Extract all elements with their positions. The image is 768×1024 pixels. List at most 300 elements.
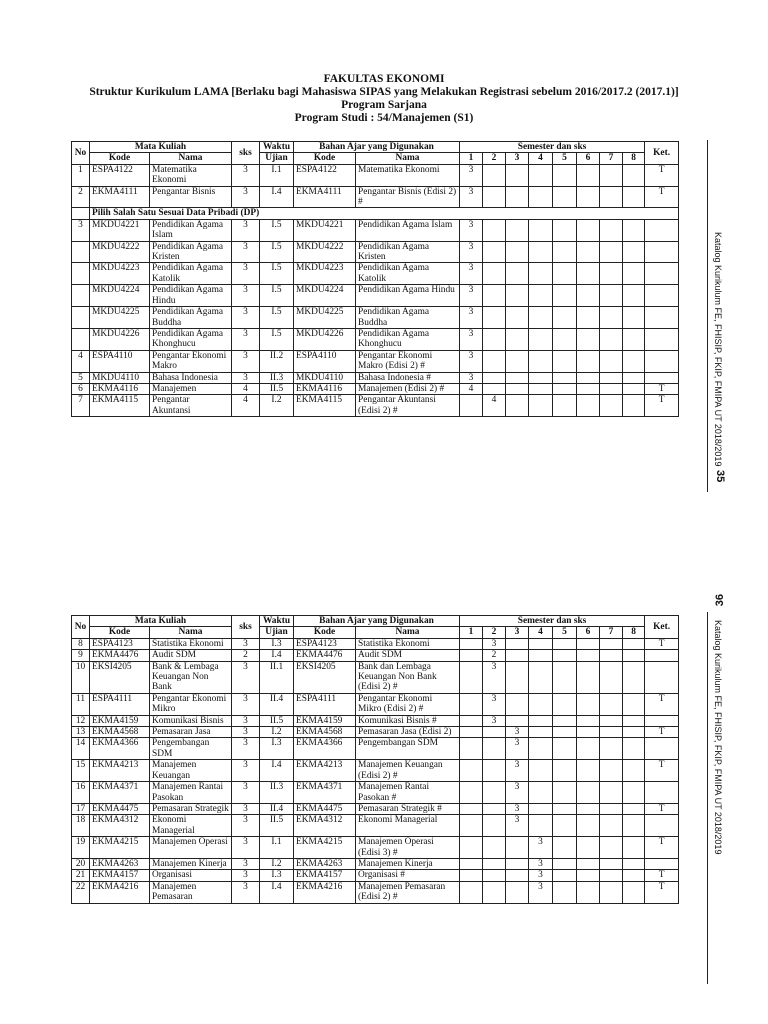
cell-ket: T bbox=[645, 727, 679, 738]
cell-waktu: II.5 bbox=[260, 383, 294, 394]
table-row bbox=[72, 650, 679, 661]
cell-no: 4 bbox=[72, 350, 90, 372]
cell-nama: Bahasa Indonesia bbox=[150, 372, 232, 383]
cell-sks: 3 bbox=[232, 715, 260, 726]
cell-semester-8 bbox=[623, 241, 645, 263]
table-row bbox=[72, 661, 679, 693]
cell-semester-5 bbox=[553, 285, 577, 307]
cell-semester-3 bbox=[506, 241, 529, 263]
col-header-semester-3: 3 bbox=[506, 627, 529, 638]
cell-bahan-kode: EKMA4216 bbox=[294, 881, 356, 903]
cell-waktu: I.4 bbox=[260, 881, 294, 903]
cell-semester-8 bbox=[623, 164, 645, 186]
table-row bbox=[72, 219, 679, 241]
cell-semester-8 bbox=[623, 815, 645, 837]
cell-semester-8 bbox=[623, 858, 645, 869]
cell-sks: 2 bbox=[232, 650, 260, 661]
cell-semester-5 bbox=[553, 661, 577, 693]
cell-semester-7 bbox=[600, 241, 623, 263]
cell-semester-7 bbox=[600, 815, 623, 837]
cell-bahan-kode: EKMA4157 bbox=[294, 870, 356, 881]
cell-semester-4 bbox=[529, 164, 553, 186]
cell-bahan-nama: Manajemen Kinerja bbox=[356, 858, 460, 869]
cell-sks: 3 bbox=[232, 738, 260, 760]
cell-semester-2: 3 bbox=[483, 715, 506, 726]
cell-bahan-kode: EKMA4475 bbox=[294, 803, 356, 814]
cell-waktu: I.5 bbox=[260, 307, 294, 329]
cell-kode: ESPA4111 bbox=[90, 693, 150, 715]
cell-waktu: I.2 bbox=[260, 727, 294, 738]
cell-semester-4: 3 bbox=[529, 858, 553, 869]
cell-semester-8 bbox=[623, 870, 645, 881]
cell-semester-5 bbox=[553, 164, 577, 186]
cell-ket: T bbox=[645, 186, 679, 208]
cell-semester-4 bbox=[529, 285, 553, 307]
cell-semester-2 bbox=[483, 383, 506, 394]
cell-empty bbox=[72, 208, 90, 219]
cell-nama: Pendidikan Agama Khonghucu bbox=[150, 328, 232, 350]
cell-semester-7 bbox=[600, 328, 623, 350]
cell-semester-7 bbox=[600, 219, 623, 241]
table-row bbox=[72, 815, 679, 837]
page-number-35: 35 bbox=[714, 470, 726, 483]
table-row bbox=[72, 782, 679, 804]
cell-semester-8 bbox=[623, 837, 645, 859]
col-header-ujian: Ujian bbox=[260, 153, 294, 164]
cell-semester-5 bbox=[553, 350, 577, 372]
table-row bbox=[72, 350, 679, 372]
table-row bbox=[72, 638, 679, 649]
cell-semester-5 bbox=[553, 219, 577, 241]
cell-semester-5 bbox=[553, 263, 577, 285]
cell-bahan-kode: EKMA4263 bbox=[294, 858, 356, 869]
cell-semester-8 bbox=[623, 881, 645, 903]
cell-semester-1: 3 bbox=[460, 350, 483, 372]
cell-semester-3 bbox=[506, 693, 529, 715]
table-row bbox=[72, 328, 679, 350]
cell-semester-1 bbox=[460, 661, 483, 693]
cell-semester-3: 3 bbox=[506, 738, 529, 760]
cell-semester-1 bbox=[460, 760, 483, 782]
cell-semester-8 bbox=[623, 372, 645, 383]
cell-ket bbox=[645, 715, 679, 726]
cell-no: 11 bbox=[72, 693, 90, 715]
cell-kode: EKMA4116 bbox=[90, 383, 150, 394]
cell-semester-5 bbox=[553, 738, 577, 760]
cell-waktu: II.2 bbox=[260, 350, 294, 372]
col-header-ujian: Ujian bbox=[260, 627, 294, 638]
cell-semester-6 bbox=[577, 738, 600, 760]
cell-semester-2 bbox=[483, 858, 506, 869]
cell-nama: Pengantar Ekonomi Mikro bbox=[150, 693, 232, 715]
cell-semester-2 bbox=[483, 164, 506, 186]
col-header-semester-4: 4 bbox=[529, 153, 553, 164]
cell-semester-6 bbox=[577, 837, 600, 859]
cell-waktu: I.3 bbox=[260, 738, 294, 760]
col-header-bahan-ajar: Bahan Ajar yang Digunakan bbox=[294, 142, 460, 153]
cell-semester-2 bbox=[483, 372, 506, 383]
cell-semester-5 bbox=[553, 715, 577, 726]
cell-semester-8 bbox=[623, 219, 645, 241]
cell-bahan-kode: MKDU4225 bbox=[294, 307, 356, 329]
cell-semester-5 bbox=[553, 760, 577, 782]
cell-sks: 4 bbox=[232, 383, 260, 394]
cell-semester-8 bbox=[623, 738, 645, 760]
table-row bbox=[72, 263, 679, 285]
cell-semester-4 bbox=[529, 350, 553, 372]
table-row bbox=[72, 186, 679, 208]
col-header-mata-kuliah: Mata Kuliah bbox=[90, 616, 232, 627]
cell-sks: 3 bbox=[232, 803, 260, 814]
cell-no: 6 bbox=[72, 383, 90, 394]
cell-semester-2 bbox=[483, 782, 506, 804]
col-header-semester-1: 1 bbox=[460, 153, 483, 164]
cell-no: 5 bbox=[72, 372, 90, 383]
col-header-semester-7: 7 bbox=[600, 153, 623, 164]
col-header-sks: sks bbox=[232, 142, 260, 165]
cell-semester-1: 3 bbox=[460, 307, 483, 329]
cell-bahan-nama: Pengembangan SDM bbox=[356, 738, 460, 760]
cell-semester-3: 3 bbox=[506, 815, 529, 837]
cell-kode: ESPA4123 bbox=[90, 638, 150, 649]
cell-semester-4: 3 bbox=[529, 870, 553, 881]
cell-sks: 3 bbox=[232, 858, 260, 869]
cell-ket: T bbox=[645, 383, 679, 394]
cell-semester-1 bbox=[460, 881, 483, 903]
cell-no: 9 bbox=[72, 650, 90, 661]
col-header-semester-8: 8 bbox=[623, 153, 645, 164]
cell-nama: Pengantar Bisnis bbox=[150, 186, 232, 208]
cell-kode: MKDU4224 bbox=[90, 285, 150, 307]
cell-semester-2 bbox=[483, 727, 506, 738]
cell-semester-6 bbox=[577, 661, 600, 693]
cell-semester-4 bbox=[529, 815, 553, 837]
cell-bahan-kode: EKMA4476 bbox=[294, 650, 356, 661]
cell-semester-6 bbox=[577, 395, 600, 417]
cell-ket bbox=[645, 661, 679, 693]
cell-semester-4 bbox=[529, 241, 553, 263]
cell-semester-8 bbox=[623, 638, 645, 649]
cell-semester-5 bbox=[553, 395, 577, 417]
table-row bbox=[72, 858, 679, 869]
cell-semester-4 bbox=[529, 661, 553, 693]
cell-nama: Pendidikan Agama Islam bbox=[150, 219, 232, 241]
cell-bahan-kode: MKDU4222 bbox=[294, 241, 356, 263]
cell-sks: 3 bbox=[232, 263, 260, 285]
cell-semester-5 bbox=[553, 307, 577, 329]
cell-semester-8 bbox=[623, 328, 645, 350]
table-row bbox=[72, 383, 679, 394]
cell-semester-2 bbox=[483, 870, 506, 881]
cell-semester-1: 3 bbox=[460, 328, 483, 350]
col-header-no: No bbox=[72, 616, 90, 639]
cell-ket: T bbox=[645, 803, 679, 814]
cell-semester-4 bbox=[529, 372, 553, 383]
cell-semester-6 bbox=[577, 285, 600, 307]
cell-sks: 3 bbox=[232, 307, 260, 329]
col-header-no: No bbox=[72, 142, 90, 165]
cell-bahan-nama: Komunikasi Bisnis # bbox=[356, 715, 460, 726]
cell-no: 1 bbox=[72, 164, 90, 186]
faculty-title: FAKULTAS EKONOMI bbox=[323, 73, 445, 85]
cell-kode: EKMA4213 bbox=[90, 760, 150, 782]
cell-sks: 3 bbox=[232, 164, 260, 186]
cell-bahan-nama: Audit SDM bbox=[356, 650, 460, 661]
cell-semester-4 bbox=[529, 328, 553, 350]
cell-semester-7 bbox=[600, 372, 623, 383]
cell-nama: Bank & Lembaga Keuangan Non Bank bbox=[150, 661, 232, 693]
cell-semester-8 bbox=[623, 715, 645, 726]
cell-ket: T bbox=[645, 760, 679, 782]
col-header-semester: Semester dan sks bbox=[460, 142, 645, 153]
cell-waktu: I.5 bbox=[260, 285, 294, 307]
cell-semester-8 bbox=[623, 383, 645, 394]
cell-waktu: I.3 bbox=[260, 870, 294, 881]
cell-semester-4 bbox=[529, 395, 553, 417]
cell-kode: EKMA4115 bbox=[90, 395, 150, 417]
cell-sks: 3 bbox=[232, 285, 260, 307]
cell-waktu: I.3 bbox=[260, 638, 294, 649]
cell-semester-4 bbox=[529, 650, 553, 661]
cell-semester-1 bbox=[460, 858, 483, 869]
cell-semester-7 bbox=[600, 760, 623, 782]
cell-semester-2 bbox=[483, 760, 506, 782]
cell-semester-1: 3 bbox=[460, 164, 483, 186]
cell-bahan-nama: Pemasaran Jasa (Edisi 2) bbox=[356, 727, 460, 738]
cell-semester-7 bbox=[600, 858, 623, 869]
cell-semester-1: 3 bbox=[460, 285, 483, 307]
cell-semester-6 bbox=[577, 307, 600, 329]
cell-bahan-kode: MKDU4110 bbox=[294, 372, 356, 383]
cell-semester-4 bbox=[529, 219, 553, 241]
cell-semester-6 bbox=[577, 383, 600, 394]
cell-semester-5 bbox=[553, 803, 577, 814]
selection-note-row bbox=[72, 208, 679, 219]
cell-semester-7 bbox=[600, 395, 623, 417]
cell-semester-6 bbox=[577, 372, 600, 383]
cell-semester-5 bbox=[553, 837, 577, 859]
cell-kode: EKSI4205 bbox=[90, 661, 150, 693]
cell-semester-2 bbox=[483, 328, 506, 350]
table-row bbox=[72, 870, 679, 881]
cell-bahan-kode: EKMA4366 bbox=[294, 738, 356, 760]
cell-bahan-kode: EKMA4213 bbox=[294, 760, 356, 782]
cell-semester-3 bbox=[506, 164, 529, 186]
cell-bahan-nama: Pendidikan Agama Buddha bbox=[356, 307, 460, 329]
cell-sks: 3 bbox=[232, 727, 260, 738]
col-header-semester-7: 7 bbox=[600, 627, 623, 638]
cell-bahan-kode: EKMA4371 bbox=[294, 782, 356, 804]
col-header-nama: Nama bbox=[150, 153, 232, 164]
cell-ket: T bbox=[645, 395, 679, 417]
cell-ket bbox=[645, 738, 679, 760]
cell-semester-1: 3 bbox=[460, 186, 483, 208]
cell-semester-2: 3 bbox=[483, 693, 506, 715]
cell-sks: 3 bbox=[232, 782, 260, 804]
cell-semester-7 bbox=[600, 727, 623, 738]
margin-rule-bottom bbox=[707, 612, 708, 984]
cell-semester-3 bbox=[506, 219, 529, 241]
col-header-semester-5: 5 bbox=[553, 153, 577, 164]
cell-ket: T bbox=[645, 164, 679, 186]
cell-bahan-nama: Bahasa Indonesia # bbox=[356, 372, 460, 383]
cell-semester-6 bbox=[577, 715, 600, 726]
cell-semester-4 bbox=[529, 782, 553, 804]
cell-semester-6 bbox=[577, 164, 600, 186]
cell-kode: EKMA4568 bbox=[90, 727, 150, 738]
cell-semester-7 bbox=[600, 661, 623, 693]
cell-semester-8 bbox=[623, 693, 645, 715]
cell-nama: Manajemen Keuangan bbox=[150, 760, 232, 782]
cell-semester-5 bbox=[553, 870, 577, 881]
cell-bahan-nama: Matematika Ekonomi bbox=[356, 164, 460, 186]
cell-kode: EKMA4263 bbox=[90, 858, 150, 869]
cell-semester-3 bbox=[506, 837, 529, 859]
cell-semester-5 bbox=[553, 383, 577, 394]
cell-nama: Matematika Ekonomi bbox=[150, 164, 232, 186]
cell-semester-4 bbox=[529, 383, 553, 394]
cell-semester-4 bbox=[529, 638, 553, 649]
cell-no: 22 bbox=[72, 881, 90, 903]
cell-ket bbox=[645, 328, 679, 350]
col-header-sks: sks bbox=[232, 616, 260, 639]
cell-bahan-nama: Manajemen Operasi (Edisi 3) # bbox=[356, 837, 460, 859]
cell-semester-2 bbox=[483, 350, 506, 372]
cell-semester-7 bbox=[600, 738, 623, 760]
curriculum-table-page-36 bbox=[71, 615, 679, 904]
table-row bbox=[72, 241, 679, 263]
cell-waktu: II.3 bbox=[260, 782, 294, 804]
cell-semester-1: 4 bbox=[460, 383, 483, 394]
cell-kode: EKMA4159 bbox=[90, 715, 150, 726]
cell-waktu: I.4 bbox=[260, 650, 294, 661]
cell-semester-3 bbox=[506, 186, 529, 208]
table-row bbox=[72, 693, 679, 715]
cell-semester-5 bbox=[553, 881, 577, 903]
cell-semester-7 bbox=[600, 285, 623, 307]
col-header-mata-kuliah: Mata Kuliah bbox=[90, 142, 232, 153]
cell-semester-4 bbox=[529, 760, 553, 782]
curriculum-title: Struktur Kurikulum LAMA [Berlaku bagi Mahasiswa SIPAS yang Melakukan Registrasi sebelum 2016/2017.2 (2017.1)] bbox=[89, 86, 679, 98]
cell-sks: 3 bbox=[232, 219, 260, 241]
cell-nama: Komunikasi Bisnis bbox=[150, 715, 232, 726]
cell-bahan-kode: MKDU4224 bbox=[294, 285, 356, 307]
cell-semester-7 bbox=[600, 881, 623, 903]
cell-waktu: II.1 bbox=[260, 661, 294, 693]
table-row bbox=[72, 307, 679, 329]
cell-sks: 3 bbox=[232, 881, 260, 903]
cell-semester-5 bbox=[553, 186, 577, 208]
cell-ket bbox=[645, 350, 679, 372]
cell-semester-2 bbox=[483, 803, 506, 814]
cell-sks: 4 bbox=[232, 395, 260, 417]
cell-ket bbox=[645, 285, 679, 307]
cell-no: 3 bbox=[72, 219, 90, 241]
cell-semester-1 bbox=[460, 395, 483, 417]
cell-semester-5 bbox=[553, 241, 577, 263]
cell-semester-7 bbox=[600, 715, 623, 726]
cell-bahan-nama: Statistika Ekonomi bbox=[356, 638, 460, 649]
cell-semester-6 bbox=[577, 650, 600, 661]
table-row bbox=[72, 760, 679, 782]
cell-bahan-nama: Manajemen Rantai Pasokan # bbox=[356, 782, 460, 804]
cell-kode: ESPA4122 bbox=[90, 164, 150, 186]
cell-waktu: II.5 bbox=[260, 815, 294, 837]
table-row bbox=[72, 727, 679, 738]
cell-ket: T bbox=[645, 870, 679, 881]
cell-semester-6 bbox=[577, 328, 600, 350]
cell-bahan-nama: Pendidikan Agama Hindu bbox=[356, 285, 460, 307]
cell-semester-7 bbox=[600, 650, 623, 661]
cell-nama: Pengantar Ekonomi Makro bbox=[150, 350, 232, 372]
cell-semester-5 bbox=[553, 638, 577, 649]
study-program: Program Studi : 54/Manajemen (S1) bbox=[294, 112, 474, 124]
cell-bahan-nama: Manajemen Pemasaran (Edisi 2) # bbox=[356, 881, 460, 903]
col-header-bahan-nama: Nama bbox=[356, 627, 460, 638]
cell-ket: T bbox=[645, 693, 679, 715]
col-header-semester-2: 2 bbox=[483, 627, 506, 638]
cell-ket bbox=[645, 650, 679, 661]
cell-bahan-kode: EKMA4111 bbox=[294, 186, 356, 208]
cell-waktu: I.1 bbox=[260, 837, 294, 859]
cell-no: 16 bbox=[72, 782, 90, 804]
cell-semester-2 bbox=[483, 285, 506, 307]
cell-kode: MKDU4221 bbox=[90, 219, 150, 241]
col-header-semester-4: 4 bbox=[529, 627, 553, 638]
cell-nama: Organisasi bbox=[150, 870, 232, 881]
cell-bahan-kode: ESPA4110 bbox=[294, 350, 356, 372]
col-header-semester-2: 2 bbox=[483, 153, 506, 164]
cell-waktu: II.4 bbox=[260, 693, 294, 715]
cell-bahan-kode: EKMA4312 bbox=[294, 815, 356, 837]
cell-sks: 3 bbox=[232, 870, 260, 881]
cell-kode: MKDU4226 bbox=[90, 328, 150, 350]
cell-semester-1: 3 bbox=[460, 241, 483, 263]
cell-semester-2: 3 bbox=[483, 638, 506, 649]
col-header-semester-8: 8 bbox=[623, 627, 645, 638]
cell-bahan-nama: Pengantar Ekonomi Mikro (Edisi 2) # bbox=[356, 693, 460, 715]
cell-semester-6 bbox=[577, 870, 600, 881]
table-row bbox=[72, 285, 679, 307]
cell-semester-6 bbox=[577, 263, 600, 285]
cell-bahan-nama: Pendidikan Agama Kristen bbox=[356, 241, 460, 263]
cell-no bbox=[72, 241, 90, 263]
cell-no bbox=[72, 263, 90, 285]
cell-semester-5 bbox=[553, 372, 577, 383]
cell-semester-8 bbox=[623, 760, 645, 782]
page-number-36: 36 bbox=[714, 594, 726, 607]
cell-semester-8 bbox=[623, 395, 645, 417]
table-row bbox=[72, 372, 679, 383]
cell-sks: 3 bbox=[232, 372, 260, 383]
cell-no bbox=[72, 307, 90, 329]
cell-semester-3: 3 bbox=[506, 803, 529, 814]
cell-semester-3: 3 bbox=[506, 760, 529, 782]
cell-ket bbox=[645, 219, 679, 241]
cell-sks: 3 bbox=[232, 815, 260, 837]
cell-nama: Audit SDM bbox=[150, 650, 232, 661]
cell-semester-8 bbox=[623, 350, 645, 372]
cell-no bbox=[72, 328, 90, 350]
selection-note: Pilih Salah Satu Sesuai Data Pribadi (DP) bbox=[90, 208, 679, 219]
cell-semester-7 bbox=[600, 350, 623, 372]
cell-semester-1 bbox=[460, 727, 483, 738]
cell-semester-8 bbox=[623, 307, 645, 329]
cell-nama: Pendidikan Agama Kristen bbox=[150, 241, 232, 263]
cell-semester-6 bbox=[577, 782, 600, 804]
cell-semester-2 bbox=[483, 186, 506, 208]
cell-semester-2 bbox=[483, 307, 506, 329]
